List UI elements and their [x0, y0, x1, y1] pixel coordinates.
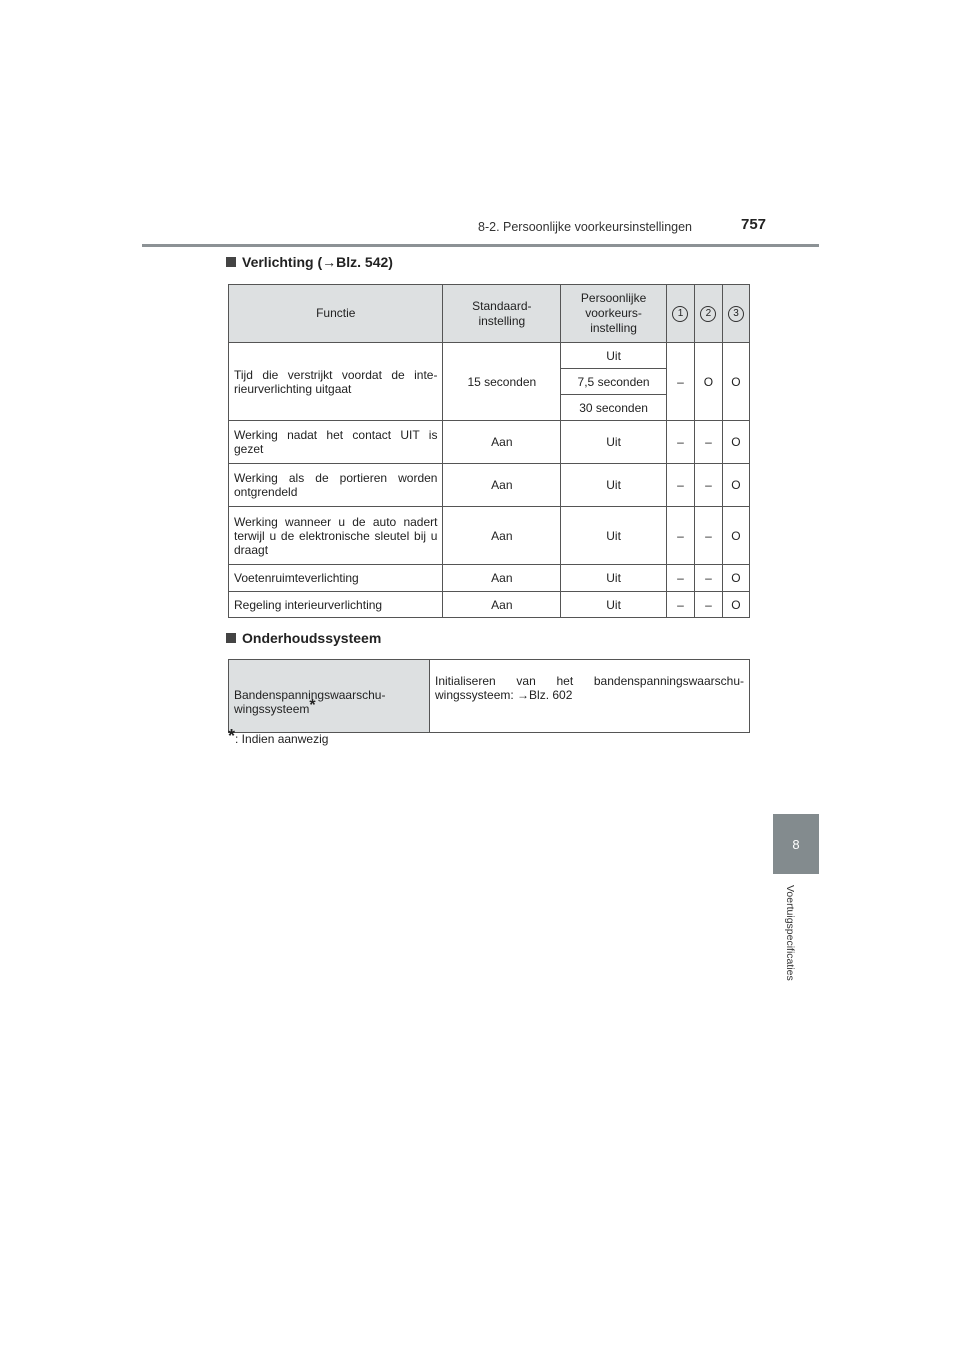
row-col3: O: [722, 421, 749, 464]
footnote: [228, 727, 328, 748]
header-col2: [694, 285, 722, 343]
row-function: Werking als de portieren worden ontgrendeld: [229, 464, 443, 507]
circled-one-icon: 1: [672, 306, 688, 322]
row-default: Aan: [443, 464, 561, 507]
row-default: Aan: [443, 507, 561, 565]
maintenance-label: [229, 660, 430, 733]
row-col3: O: [722, 464, 749, 507]
chapter-tab[interactable]: [773, 814, 819, 874]
row-function: Werking nadat het contact UIT is gezet: [229, 421, 443, 464]
row-custom: Uit: [561, 592, 667, 618]
footnote-marker: *: [309, 697, 316, 714]
row-col2: –: [694, 565, 722, 592]
row-default: Aan: [443, 421, 561, 464]
row-col2: –: [694, 464, 722, 507]
row-default: Aan: [443, 592, 561, 618]
row-col2: –: [694, 421, 722, 464]
square-bullet-icon: [226, 257, 236, 267]
maintenance-table: [228, 659, 750, 733]
row-default: 15 seconden: [443, 343, 561, 421]
table-row: [229, 565, 750, 592]
page-number: 757: [741, 216, 767, 233]
table-row: [229, 660, 750, 733]
circled-three-icon: 3: [728, 306, 744, 322]
header-function: Functie: [229, 285, 443, 343]
header-col3: [722, 285, 749, 343]
header-rule: [142, 244, 819, 247]
row-col2: –: [694, 507, 722, 565]
row-custom: Uit: [561, 421, 667, 464]
circled-two-icon: 2: [700, 306, 716, 322]
header-default: Standaard- instelling: [443, 285, 561, 343]
row-custom: Uit: [561, 565, 667, 592]
row-custom: Uit: [561, 464, 667, 507]
row-col2: O: [694, 343, 722, 421]
section-lighting-title: [226, 254, 393, 270]
row-col1: –: [666, 343, 694, 421]
section-header: 8-2. Persoonlijke voorkeursinstellingen: [478, 220, 693, 234]
table-row: [229, 421, 750, 464]
header-custom: Persoonlijke voorkeurs- instelling: [561, 285, 667, 343]
row-option: 7,5 seconden: [561, 369, 667, 395]
row-col1: –: [666, 592, 694, 618]
table-row: [229, 464, 750, 507]
square-bullet-icon: [226, 633, 236, 643]
row-function: Werking wanneer u de auto nadert terwijl u de elektronische sleutel bij u draagt: [229, 507, 443, 565]
row-col1: –: [666, 507, 694, 565]
maintenance-label-text: Bandenspanningswaarschu- wingssysteem: [234, 688, 386, 716]
maintenance-description: Initialiseren van het bandenspanningswaarschu- wingssysteem: →Blz. 602: [430, 660, 750, 733]
lighting-settings-table: [228, 284, 750, 618]
chapter-number: 8: [792, 836, 800, 852]
row-function: Tijd die verstrijkt voordat de inte- rieurverlichting uitgaat: [229, 343, 443, 421]
row-custom: Uit: [561, 507, 667, 565]
row-col1: –: [666, 565, 694, 592]
row-col1: –: [666, 464, 694, 507]
row-col1: –: [666, 421, 694, 464]
row-function: Voetenruimteverlichting: [229, 565, 443, 592]
chapter-label: [782, 885, 808, 1005]
table-row: [229, 507, 750, 565]
row-col3: O: [722, 592, 749, 618]
section-lighting-title-text: Verlichting (→Blz. 542): [242, 254, 393, 270]
row-function: Regeling interieurverlichting: [229, 592, 443, 618]
row-option: 30 seconden: [561, 395, 667, 421]
footnote-star: *: [228, 726, 236, 746]
chapter-label-text: Voertuigspecificaties: [784, 885, 796, 981]
row-col3: O: [722, 343, 749, 421]
row-default: Aan: [443, 565, 561, 592]
section-maintenance-title: [226, 630, 381, 646]
table-row: [229, 343, 750, 369]
row-option: Uit: [561, 343, 667, 369]
section-maintenance-title-text: Onderhoudssysteem: [242, 630, 382, 646]
table-row: [229, 592, 750, 618]
table-header-row: [229, 285, 750, 343]
header-col1: [666, 285, 694, 343]
footnote-text: : Indien aanwezig: [235, 732, 329, 746]
row-col2: –: [694, 592, 722, 618]
row-col3: O: [722, 507, 749, 565]
row-col3: O: [722, 565, 749, 592]
